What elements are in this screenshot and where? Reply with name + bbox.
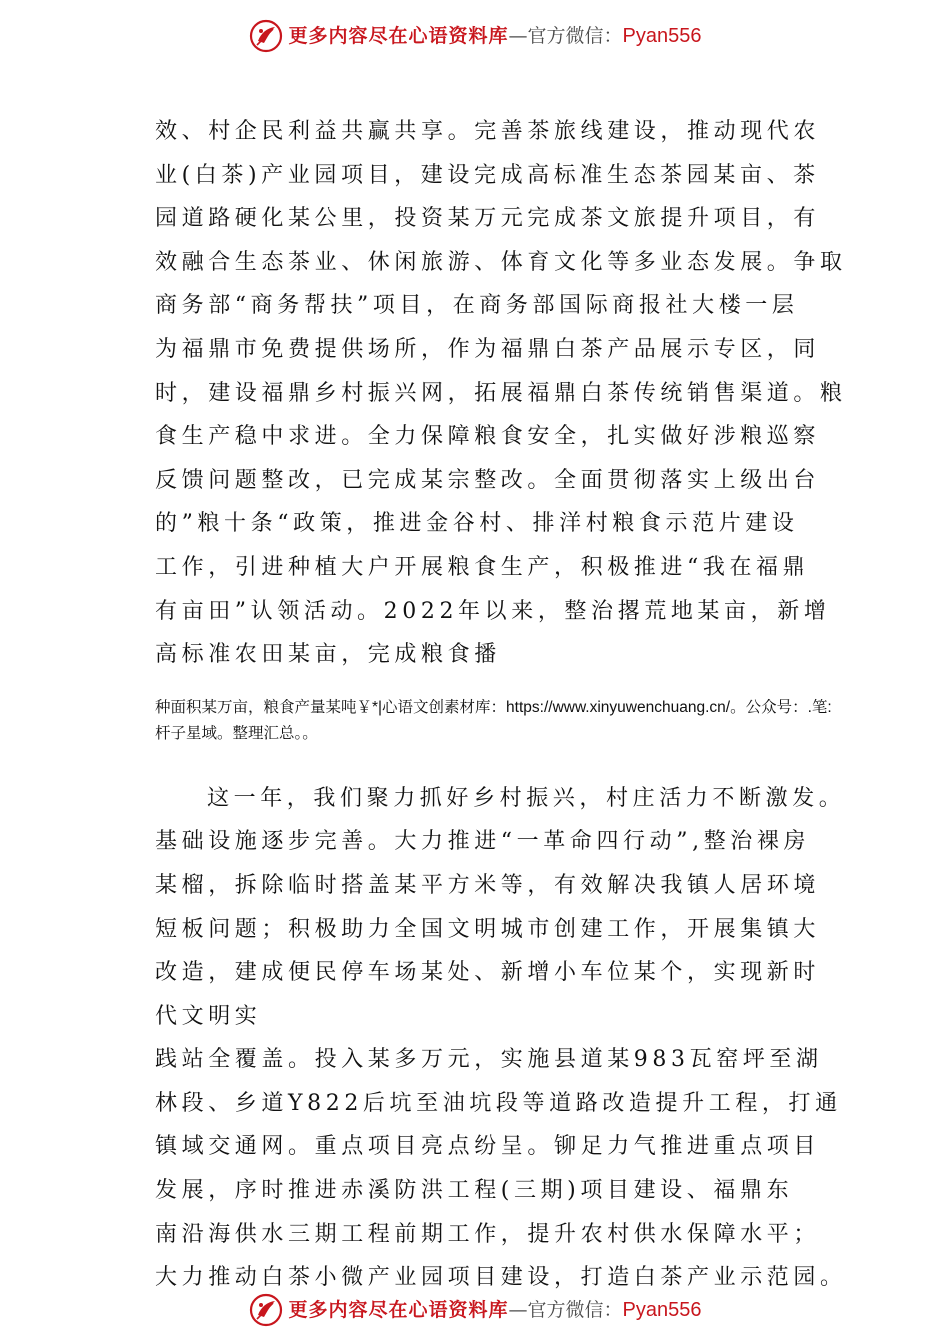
text-line: 这一年，我们聚力抓好乡村振兴，村庄活力不断激发。: [207, 785, 846, 811]
footer-banner: [0, 1290, 950, 1330]
text-line: 某榴，拆除临时搭盖某平方米等，有效解决我镇人居环境: [155, 872, 821, 898]
text-line: 为福鼎市免费提供场所，作为福鼎白茶产品展示专区，同: [155, 336, 821, 362]
text-line: 反馈问题整改，已完成某宗整改。全面贯彻落实上级出台: [155, 467, 821, 493]
text-line: 大力推动白茶小微产业园项目建设，打造白茶产业示范园。: [155, 1265, 847, 1291]
footer-banner-wechat-label: —官方微信：: [508, 1299, 623, 1321]
text-line: 南沿海供水三期工程前期工作，提升农村供水保障水平；: [155, 1221, 821, 1247]
text-line: 代文明实: [155, 1003, 262, 1029]
text-line: 效、村企民利益共赢共享。完善茶旅线建设，推动现代农: [155, 119, 821, 144]
text-line: 高标准农田某亩，完成粮食播: [155, 642, 501, 668]
xinyu-logo-icon: [249, 19, 283, 53]
footer-banner-title: 更多内容尽在心语资料库: [288, 1299, 509, 1321]
text-line: 食生产稳中求进。全力保障粮食安全，扎实做好涉粮巡察: [155, 424, 821, 450]
header-banner-title: 更多内容尽在心语资料库: [288, 25, 509, 47]
text-line: 有亩田”认领活动。2022年以来，整治撂荒地某亩，新增: [155, 598, 831, 624]
text-line: 的”粮十条“政策，推进金谷村、排洋村粮食示范片建设: [155, 511, 799, 537]
text-line: 短板问题；积极助力全国文明城市创建工作，开展集镇大: [155, 916, 821, 942]
text-line: 镇域交通网。重点项目亮点纷呈。铆足力气推进重点项目: [155, 1134, 821, 1160]
footer-banner-wechat-id: Pyan556: [622, 1299, 702, 1321]
text-line: 时，建设福鼎乡村振兴网，拓展福鼎白茶传统销售渠道。粮: [155, 380, 847, 406]
text-line: 发展，序时推进赤溪防洪工程(三期)项目建设、福鼎东: [155, 1178, 794, 1204]
header-banner-wechat-label: —官方微信：: [508, 25, 623, 47]
source-note: 种面积某万亩，粮食产量某吨￥*|心语文创素材库：https://www.xinyuwenchuang.cn/。公众号：.笔:杆子星域。整理汇总。。: [155, 698, 832, 742]
text-line: 基础设施逐步完善。大力推进“一革命四行动”,整治裸房: [155, 829, 811, 855]
document-body: [155, 110, 847, 1300]
paragraph-2: [155, 777, 847, 1300]
text-line: 林段、乡道Y822后坑至油坑段等道路改造提升工程，打通: [155, 1090, 842, 1116]
header-banner-wechat-id: Pyan556: [622, 25, 702, 47]
header-banner-text: [289, 26, 702, 46]
footer-banner-text: [289, 1300, 702, 1320]
text-line: 业(白茶)产业园项目，建设完成高标准生态茶园某亩、茶: [155, 162, 820, 188]
text-line: 园道路硬化某公里，投资某万元完成茶文旅提升项目，有: [155, 206, 821, 232]
text-line: 践站全覆盖。投入某多万元，实施县道某983瓦窑坪至湖: [155, 1047, 823, 1073]
text-line: 效融合生态茶业、休闲旅游、体育文化等多业态发展。争取: [155, 249, 847, 275]
text-line: 工作，引进种植大户开展粮食生产，积极推进“我在福鼎: [155, 554, 810, 580]
xinyu-logo-icon: [249, 1293, 283, 1327]
text-line: 商务部“商务帮扶”项目，在商务部国际商报社大楼一层: [155, 293, 799, 319]
text-line: 改造，建成便民停车场某处、新增小车位某个，实现新时: [155, 960, 821, 986]
header-banner: [0, 16, 950, 56]
paragraph-1: [155, 110, 847, 677]
